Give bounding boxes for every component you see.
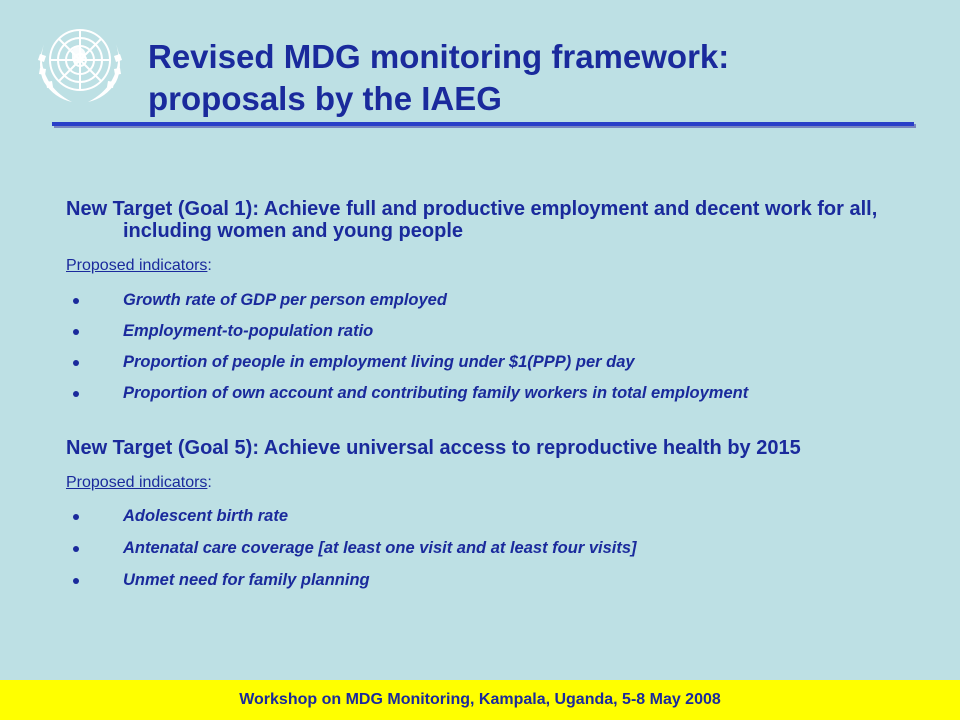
list-item bbox=[66, 539, 916, 558]
indicator-text: Employment-to-population ratio bbox=[123, 322, 374, 340]
indicator-text: Unmet need for family planning bbox=[123, 571, 370, 589]
list-item bbox=[66, 291, 916, 310]
bullet-icon bbox=[73, 329, 79, 335]
bullet-icon bbox=[73, 546, 79, 552]
indicator-text: Adolescent birth rate bbox=[123, 507, 289, 525]
indicator-text: Antenatal care coverage [at least one visit and at least four visits] bbox=[123, 539, 637, 557]
list-item bbox=[66, 507, 916, 526]
bullet-icon bbox=[73, 578, 79, 584]
list-item bbox=[66, 571, 916, 590]
footer-text: Workshop on MDG Monitoring, Kampala, Uganda, 5-8 May 2008 bbox=[239, 691, 721, 708]
bullet-icon bbox=[73, 360, 79, 366]
proposed-indicators-label-goal1 bbox=[66, 256, 916, 276]
slide-title bbox=[148, 36, 928, 120]
indicator-text: Growth rate of GDP per person employed bbox=[123, 291, 447, 309]
indicator-text: Proportion of own account and contributing family workers in total employment bbox=[123, 384, 749, 402]
indicator-text: Proportion of people in employment living under $1(PPP) per day bbox=[123, 353, 635, 371]
bullet-icon bbox=[73, 298, 79, 304]
un-emblem-logo bbox=[30, 14, 130, 114]
bullet-icon bbox=[73, 514, 79, 520]
slide-title-line2: proposals by the IAEG bbox=[148, 80, 502, 117]
indicator-list-goal1 bbox=[66, 291, 916, 403]
proposed-indicators-colon: : bbox=[207, 474, 212, 491]
slide-title-line1: Revised MDG monitoring framework: bbox=[148, 38, 730, 75]
bullet-icon bbox=[73, 391, 79, 397]
list-item bbox=[66, 353, 916, 372]
proposed-indicators-text: Proposed indicators bbox=[66, 474, 208, 491]
list-item bbox=[66, 384, 916, 403]
slide-content bbox=[66, 198, 916, 590]
proposed-indicators-colon: : bbox=[207, 257, 212, 274]
proposed-indicators-text: Proposed indicators bbox=[66, 257, 208, 274]
target-goal1-heading: New Target (Goal 1): Achieve full and productive employment and decent work for all, including women and young people bbox=[66, 198, 878, 242]
indicator-list-goal5 bbox=[66, 507, 916, 590]
title-divider bbox=[52, 122, 914, 126]
list-item bbox=[66, 322, 916, 341]
proposed-indicators-label-goal5 bbox=[66, 473, 916, 493]
footer-bar bbox=[0, 680, 960, 720]
target-goal5-heading: New Target (Goal 5): Achieve universal access to reproductive health by 2015 bbox=[66, 437, 801, 459]
